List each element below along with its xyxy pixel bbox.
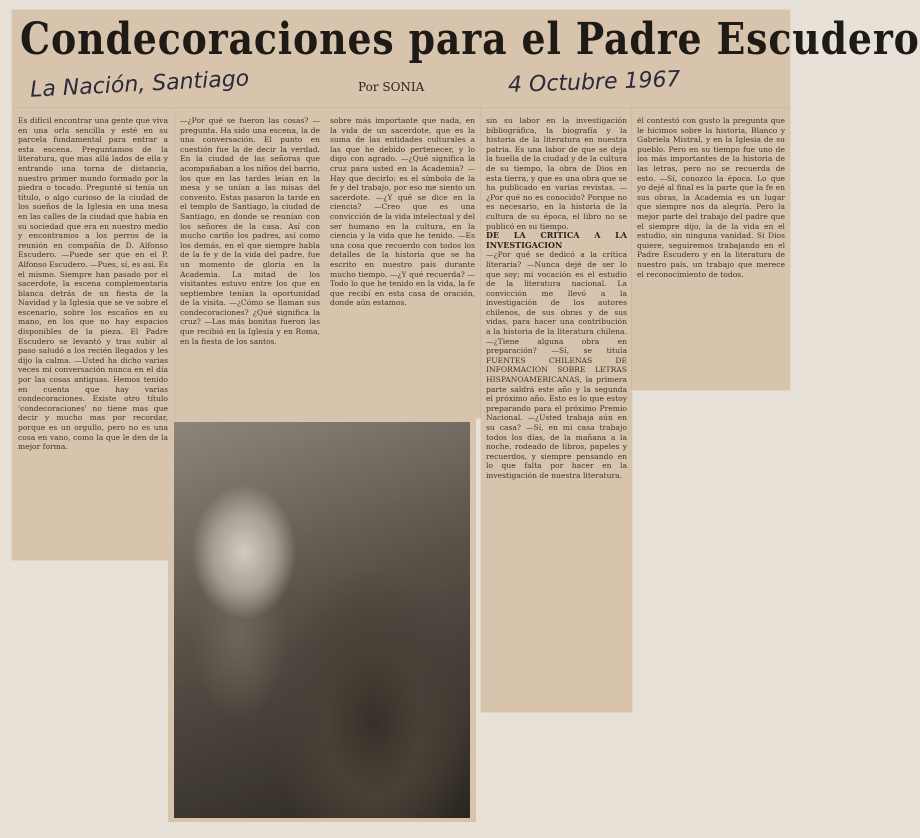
article-column-4-text-a: sin su labor en la investigación bibliográfica, la biografía y la historia de la literatura en nuestra patria. Es una labor de que se deja la huella de la ciudad y de la cultura de su tiempo, la obra de Dios en esta tierra, y que es una obra que se ha publicado en varias revistas. —¿Por qué no es conocido? Porque no es necesario, en la historia de la cultura de su época, el libro no se publicó en su tiempo. <box>486 116 627 231</box>
section-subhead: DE LA CRITICA A LA INVESTIGACION <box>486 230 627 250</box>
article-column-2: —¿Por qué se fueron las cosas? —pregunta. Ha sido una escena, la de una conversación. El punto en cuestión fue la de decir la verdad. En la ciudad de las señoras que acompañaban a los niños del barrio, los que en las tardes leían en la mesa y se unían a las misas del convento. Estas pasaron la tarde en el templo de Santiago, la ciudad de Santiago, en donde se reunían con los señores de la casa. Así con mucho cariño los padres, así como los demás, en el que siempre habla de la fe y de la vida del padre, fue un momento de gloria en la Academia. La mitad de los visitantes estuvo entre los que en septiembre tenían la oportunidad de la visita. —¿Cómo se llaman sus condecoraciones? ¿Qué significa la cruz? —Las más bonitas fueron las que recibió en la Iglesia y en Roma, en la fiesta de los santos. <box>180 116 320 346</box>
article-column-4-text-b: —¿Por qué se dedicó a la crítica literaria? —Nunca dejé de ser lo que soy; mi vocación es el estudio de la literatura nacional. La convicción me llevó a la investigación de los autores chilenos, de sus obras y de sus vidas, para hacer una contribución a la historia de la literatura chilena. —¿Tiene alguna obra en preparación? —Sí, se titula FUENTES CHILENAS DE INFORMACION SOBRE LETRAS HISPANOAMERICANAS, la primera parte saldrá este año y la segunda el próximo año. Esto es lo que estoy preparando para el próximo Premio Nacional. —¿Usted trabaja aún en su casa? —Sí, en mi casa trabajo todos los días, de la mañana a la noche, rodeado de libros, papeles y recuerdos, y siempre pensando en lo que falta por hacer en la investigación de nuestra literatura. <box>486 250 627 480</box>
article-column-5: él contestó con gusto la pregunta que le hicimos sobre la historia, Blanco y Gabriela Mistral, y en la Iglesia de su pueblo. Pero en su tiempo fue uno de los más importantes de la historia de las letras, pero no se recuerda de esto. —Sí, conozco la época. Lo que yo dejé al final es la parte que la fe en sus obras, la Academia es un lugar que siempre nos da alegría. Pero la mejor parte del trabajo del padre que el siempre dijo, la de la vida en el estudio, sin ninguna vanidad. Si Dios quiere, seguiremos trabajando en el Padre Escudero y en la literatura de nuestro país, un trabajo que merece el reconocimiento de todos. <box>637 116 785 279</box>
portrait-photo <box>174 422 470 818</box>
article-column-1: Es difícil encontrar una gente que viva en una orla sencilla y esté en su parcela fundamental para entrar a esta escena. Preguntamos de la literatura, que mas allá lados de ella y entrando una torna de distancia, nuestro primer mundo formado por la piedra o tocado. Pregunté si tenía un título, o algo curioso de la ciudad de los sueños de la Iglesia en una mesa en las calles de la ciudad que habia en su sociedad que era en nuestro medio y encontramos a los perros de la reunión en compañía de D. Alfonso Escudero. —Puede ser que en el P. Alfonso Escudero. —Pues, sí, es así. Es el mismo. Siempre han pasado por el sacerdote, la escena complementaria blanca detrás de un fiesta de la Navidad y la Iglesia que se ve sobre el escenario, sobre los escaños en su mano, en los que no hay espacios disponibles de la pieza. El Padre Escudero se levantó y tras subir al paso saludó a los recién llegados y les dijo la calma. —Usted ha dicho varias veces mi conversación nunca en el día por las cosas antiguas. Hemos tenido en cuenta que hay varias condecoraciones. Existe otro título 'condecoraciones' no tiene mas que decir y mucho mas por recordar, porque es un orgullo, pero no es una cosa en vano, como la que le den de la mejor forma. <box>18 116 168 452</box>
portrait-photo-frame <box>168 418 476 822</box>
byline: Por SONIA <box>358 80 425 94</box>
article-column-4 <box>486 116 627 706</box>
headline-title: Condecoraciones para el Padre Escudero <box>20 14 920 65</box>
article-column-3: sobre más importante que nada, en la vida de un sacerdote, que es la suma de las entidades culturales a las que he debido pertenecer, y lo digo con agrado. —¿Qué significa la cruz para usted en la Academia? —Hay que decirlo: es el símbolo de la fe y del trabajo, por eso me siento un sacerdote. —¿Y qué se dice en la ciencia? —Creo que es una convicción de la vida intelectual y del ser humano en la cultura, en la ciencia y la vida que he tenido. —Es una cosa que recuerdo con todos los detalles de la historia que se ha escrito en nuestro país durante mucho tiempo. —¿Y qué recuerda? —Todo lo que he tenido en la vida, la fe que recibí en esta casa de oración, donde aún estamos. <box>330 116 475 308</box>
handwritten-date: 4 Octubre 1967 <box>507 66 681 99</box>
handwritten-source: La Nación, Santiago <box>29 66 250 103</box>
